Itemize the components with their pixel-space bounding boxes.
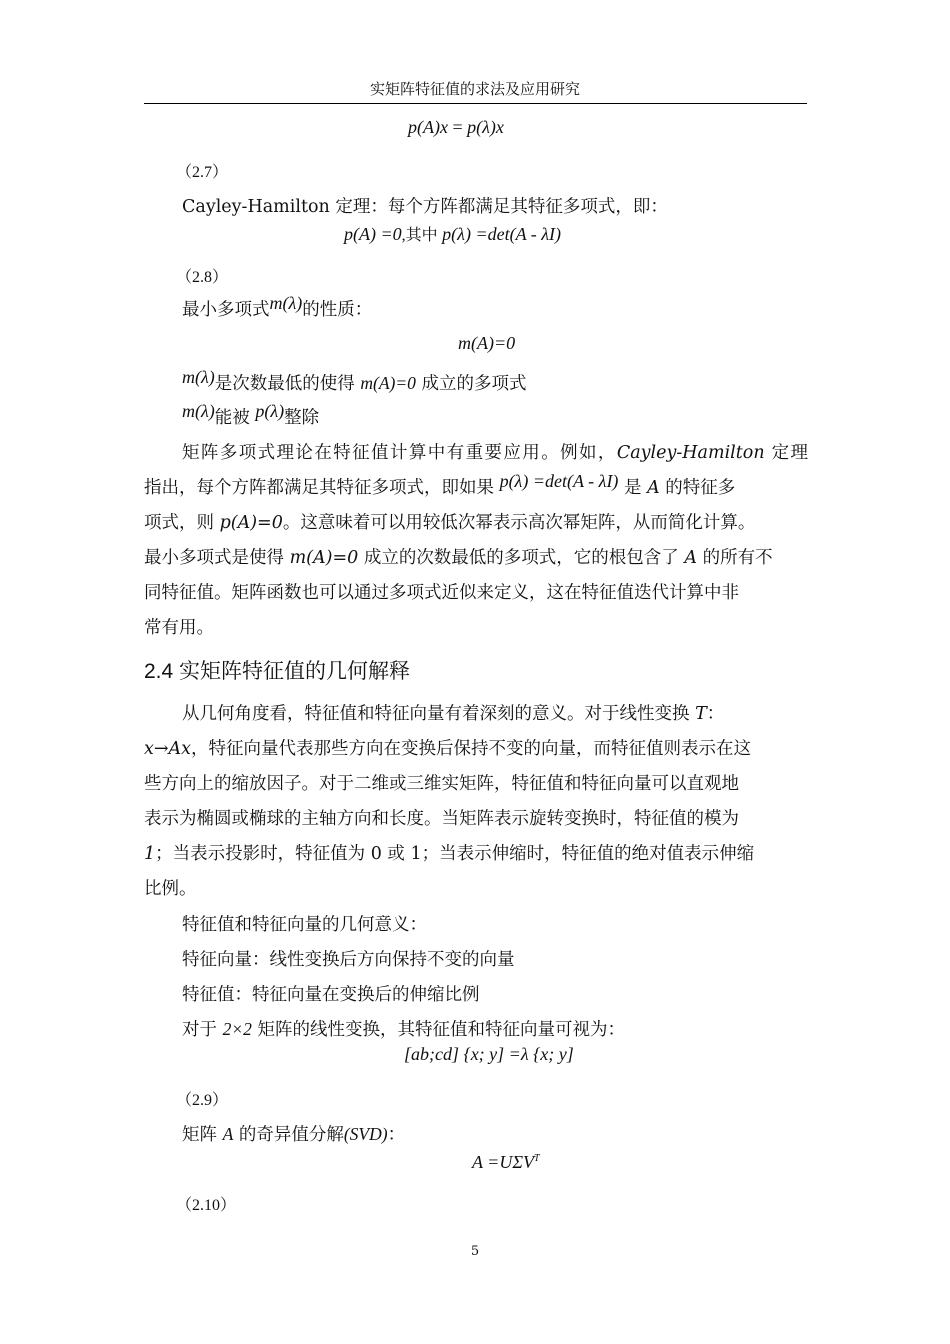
minpoly-property-1: [182, 364, 527, 394]
prop2-text: 能被 p(λ)整除: [214, 401, 320, 428]
geometry-eigenvector: 特征向量：线性变换后方向保持不变的向量: [182, 950, 515, 970]
paragraph-2-line-3: 些方向上的缩放因子。对于二维或三维实矩阵，特征值和特征向量可以直观地: [144, 774, 739, 794]
paragraph-1-line-3: 项式，则 p(A)=0。这意味着可以用较低次幂表示高次幂矩阵，从而简化计算。: [144, 513, 756, 533]
eq-part3: p(λ) =det(A - λI): [442, 224, 562, 244]
eq-equals: =: [452, 117, 463, 137]
eq-part1: p(A) =0: [344, 224, 402, 244]
minpoly-heading: [182, 293, 373, 321]
paragraph-2-line-2: x→Ax，特征向量代表那些方向在变换后保持不变的向量，而特征值则表示在这: [144, 739, 752, 759]
paragraph-2-line-5: 1；当表示投影时，特征值为 0 或 1；当表示伸缩时，特征值的绝对值表示伸缩: [144, 844, 755, 864]
equation-number-2-10: （2.10）: [176, 1197, 237, 1214]
cayley-hamilton-statement: Cayley-Hamilton 定理：每个方阵都满足其特征多项式，即：: [182, 197, 668, 217]
equation-2-8: [344, 222, 561, 245]
equation-2-10: $A =U\Sigma V^T$: [472, 1152, 540, 1172]
equation-number-2-8: （2.8）: [176, 269, 229, 286]
page-number: 5: [470, 1244, 480, 1259]
equation-2-7: [408, 117, 504, 138]
paragraph-2-line-4: 表示为椭圆或椭球的主轴方向和长度。当矩阵表示旋转变换时，特征值的模为: [144, 809, 739, 829]
equation-number-2-7: （2.7）: [176, 164, 229, 181]
eq-lhs: p(A)x: [408, 117, 448, 137]
geometry-intro: 特征值和特征向量的几何意义：: [182, 915, 427, 935]
prop2-symbol: m(λ): [182, 401, 215, 421]
prop1-text: 是次数最低的使得 m(A)=0 成立的多项式: [214, 373, 527, 394]
paragraph-2-line-6: 比例。: [144, 879, 197, 899]
minpoly-symbol: m(λ): [269, 293, 303, 313]
paragraph-1-line-1: 矩阵多项式理论在特征值计算中有重要应用。例如，Cayley-Hamilton 定理: [182, 443, 808, 463]
svd-statement: 矩阵 A 的奇异值分解(SVD)：: [182, 1124, 406, 1145]
prop1-symbol: m(λ): [182, 367, 215, 387]
paragraph-1-line-2: 指出，每个方阵都满足其特征多项式，即如果 p(λ) =det(A - λI) 是 A 的特征多: [144, 471, 736, 498]
equation-number-2-9: （2.9）: [176, 1092, 229, 1109]
eq-part2: ,其中: [401, 227, 438, 244]
section-heading: 2.4 实矩阵特征值的几何解释: [144, 660, 411, 683]
header-title: 实矩阵特征值的求法及应用研究: [369, 80, 580, 98]
eq-rhs: p(λ)x: [467, 117, 504, 137]
geometry-2x2: 对于 2×2 矩阵的线性变换，其特征值和特征向量可视为：: [182, 1019, 625, 1040]
minpoly-pre: 最小多项式: [182, 300, 270, 320]
equation-2-9: [ab;cd] {x; y] =λ {x; y]: [404, 1044, 574, 1064]
paragraph-1-line-6: 常有用。: [144, 618, 214, 638]
paragraph-1-line-5: 同特征值。矩阵函数也可以通过多项式近似来定义，这在特征值迭代计算中非: [144, 583, 739, 603]
header-rule: [144, 103, 807, 104]
equation-minpoly: m(A)=0: [458, 333, 516, 353]
paragraph-2-line-1: 从几何角度看，特征值和特征向量有着深刻的意义。对于线性变换 T：: [182, 704, 725, 724]
minpoly-property-2: [182, 398, 320, 428]
geometry-eigenvalue: 特征值：特征向量在变换后的伸缩比例: [182, 985, 480, 1005]
paragraph-1-line-4: 最小多项式是使得 m(A)=0 成立的次数最低的多项式，它的根包含了 A 的所有不: [144, 548, 773, 568]
minpoly-post: 的性质：: [302, 300, 373, 320]
